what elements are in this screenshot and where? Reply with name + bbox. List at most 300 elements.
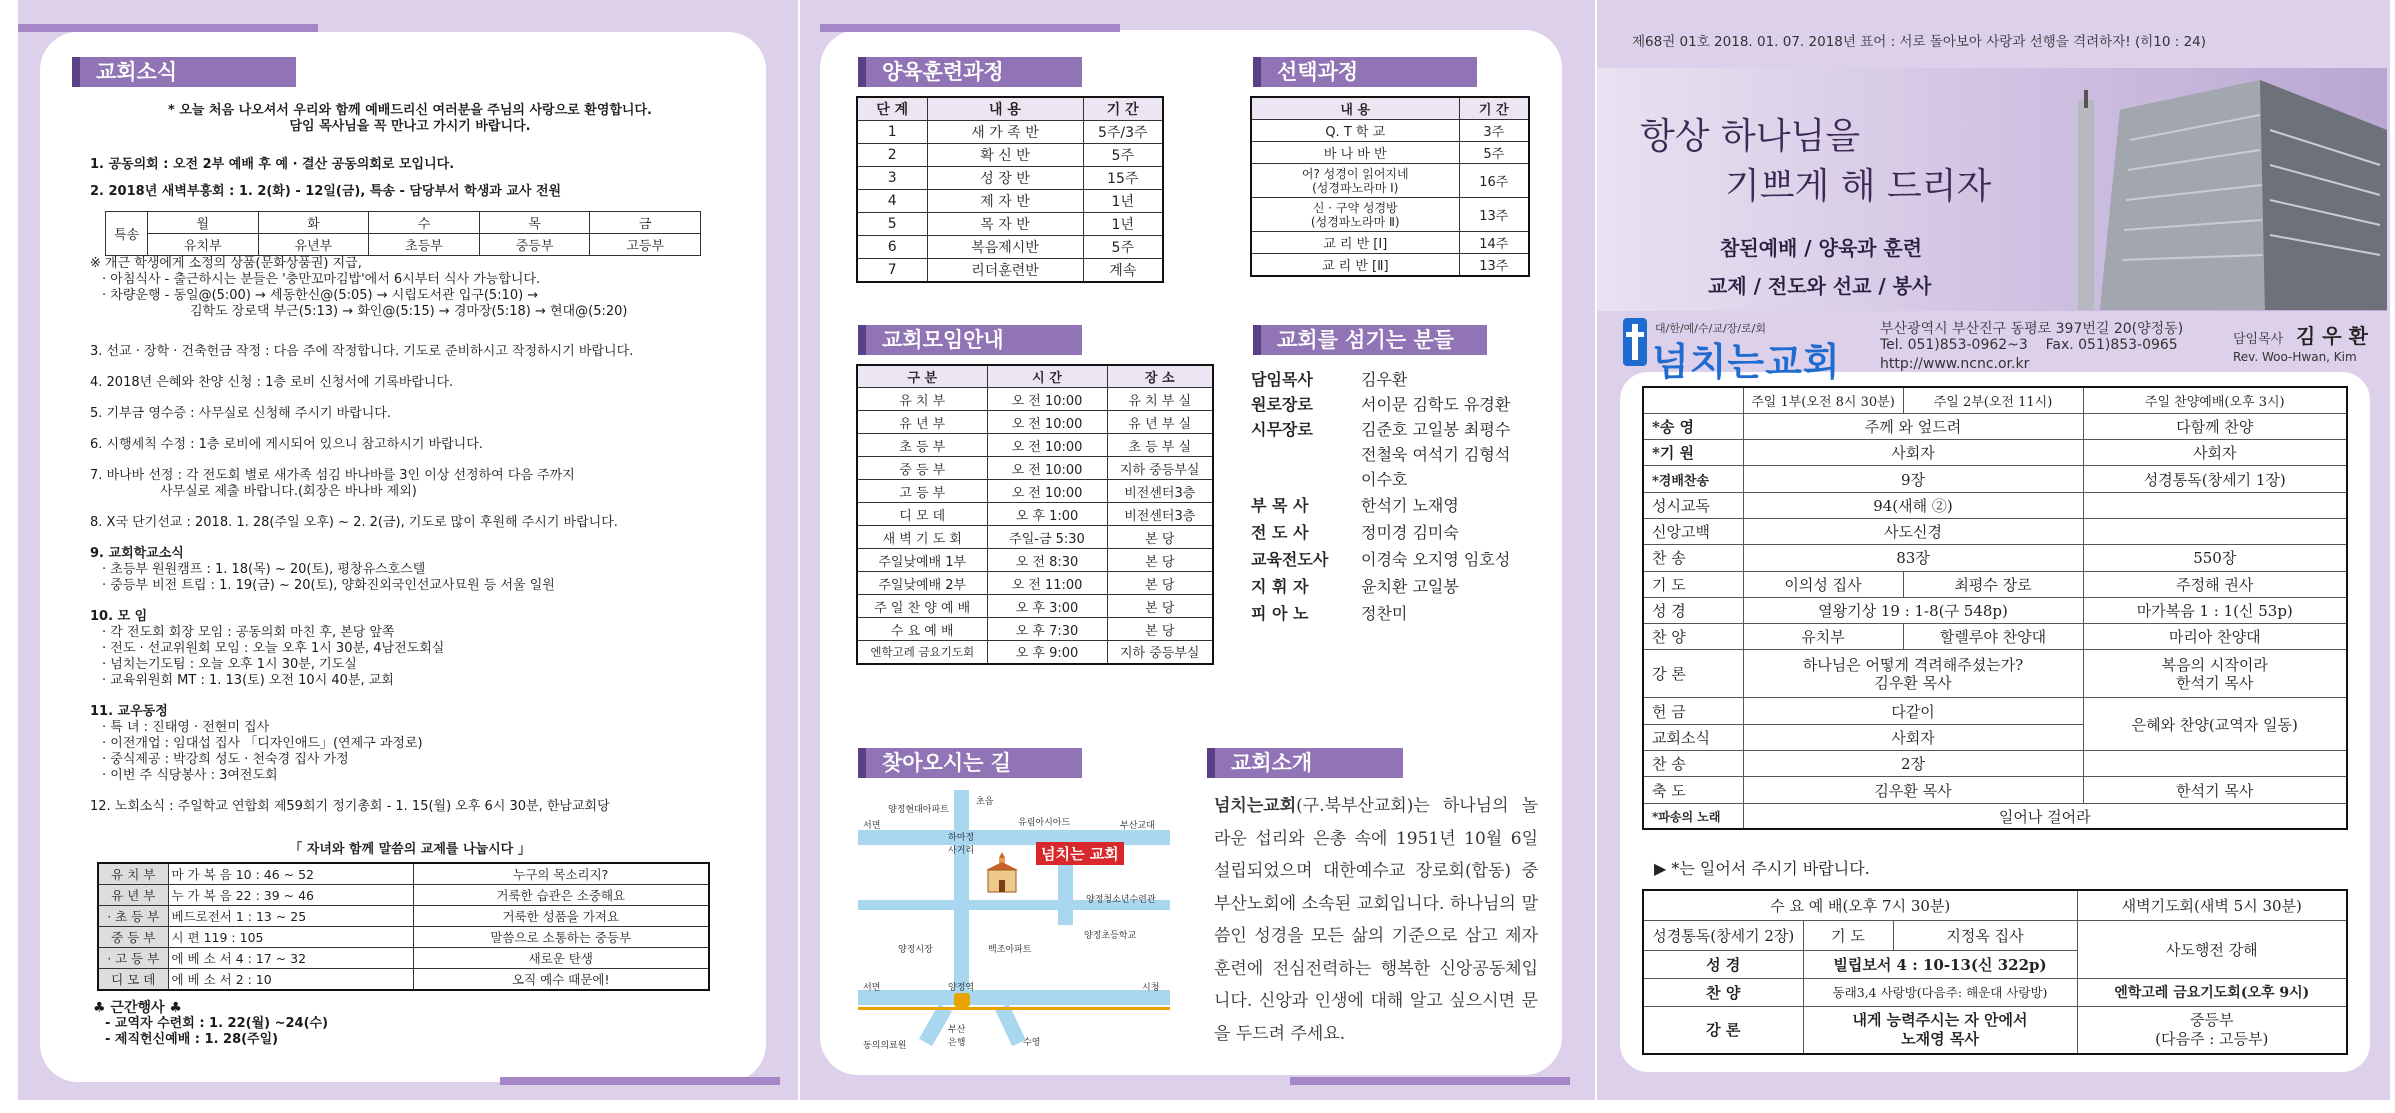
map-rail [858, 1007, 1170, 1010]
meeting-place: 비전센터3층 [1107, 480, 1213, 503]
worship-sermon: 하나님은 어떻게 격려해주셨는가? 김우환 목사 [1743, 650, 2083, 698]
worship-item: 찬 송 [1643, 545, 1743, 571]
servant-names: 전철욱 여석기 김형석 [1361, 445, 1511, 464]
worship-morning: 9장 [1743, 466, 2083, 492]
worship-afternoon: 성경통독(창세기 1장) [2083, 466, 2347, 492]
elective-course: 어? 성경이 읽어지네 (성경파노라마 Ⅰ) [1251, 164, 1459, 198]
dawn-group: 초등부 [369, 234, 480, 256]
wednesday-item: 기 도 [1803, 920, 1893, 950]
meeting-row [857, 549, 1213, 572]
servant-names: 정찬미 [1361, 604, 1408, 623]
meetings-head [857, 365, 1213, 388]
worship-afternoon: 다함께 찬양 [2083, 413, 2347, 439]
dawn-day: 화 [258, 212, 369, 234]
meeting-place: 본 당 [1107, 595, 1213, 618]
verse-group: · 고 등 부 [98, 948, 168, 969]
worship-item: 성시교독 [1643, 492, 1743, 518]
worship-morning: 사도신경 [1743, 518, 2083, 544]
verse-table [97, 862, 710, 991]
verse-theme: 거룩한 성품을 가져요 [413, 906, 709, 927]
training-step: 5 [857, 213, 927, 236]
wednesday-value: 동래3,4 사랑방(다음주: 해운대 사랑방) [1803, 978, 2077, 1006]
cross-icon [1632, 324, 1638, 360]
meeting-place: 본 당 [1107, 549, 1213, 572]
meeting-row [857, 572, 1213, 595]
news-item-12: 12. 노회소식 : 주일학교 연합회 제59회기 정기총회 - 1. 15(월) 오후 6시 30분, 한남교회당 [90, 799, 610, 814]
training-row [857, 213, 1163, 236]
meeting-row [857, 388, 1213, 411]
verse-row [98, 885, 709, 906]
slogan-line-2: 기쁘게 해 드리자 [1725, 166, 1992, 207]
training-head-cell: 기 간 [1083, 97, 1163, 121]
welcome-line-2: 담임 목사님을 꼭 만나고 가시기 바랍니다. [289, 119, 531, 134]
training-step: 2 [857, 144, 927, 167]
news-item-10-d: · 교육위원회 MT : 1. 13(토) 오전 10시 40분, 교회 [102, 673, 394, 688]
church-logo-icon [1623, 318, 1647, 366]
news-item-4: 4. 2018년 은혜와 찬양 신청 : 1층 로비 신청서에 기록바랍니다. [90, 375, 454, 390]
worship-row [1643, 440, 2347, 466]
map-label: 서면 [863, 983, 881, 993]
worship-afternoon: 마리아 찬양대 [2083, 624, 2347, 650]
wednesday-title: 수 요 예 배(오후 7시 30분) [1643, 890, 2077, 920]
news-item-5: 5. 기부금 영수증 : 사무실로 신청해 주시기 바랍니다. [90, 406, 392, 421]
verse-row [98, 969, 709, 991]
training-head-cell: 내 용 [927, 97, 1083, 121]
location-map [858, 790, 1170, 1051]
elective-period: 13주 [1459, 254, 1529, 277]
meeting-time: 주일-금 5:30 [987, 526, 1107, 549]
worship-row [1643, 545, 2347, 571]
training-row [857, 236, 1163, 259]
training-head-cell: 단 계 [857, 97, 927, 121]
stand-note: ▶ *는 일어서 주시기 바랍니다. [1654, 859, 1870, 878]
worship-head-cell [1643, 387, 1743, 413]
servant-names: 김준호 고일봉 최평수 [1361, 420, 1511, 439]
section-title-training: 양육훈련과정 [858, 57, 1082, 87]
servant-row [1251, 518, 1510, 545]
dawn-day: 수 [369, 212, 480, 234]
elective-row [1251, 198, 1529, 232]
training-period: 1년 [1083, 190, 1163, 213]
map-label: 시청 [1142, 983, 1160, 993]
training-course: 확 신 반 [927, 144, 1083, 167]
news-item-11-d: · 이번 주 식당봉사 : 3여전도회 [102, 768, 278, 783]
friday-prayer-content: 중등부 (다음주 : 고등부) [2077, 1006, 2347, 1054]
worship-morning: 사회자 [1743, 724, 2083, 750]
dawn-note: ※ 개근 학생에게 소정의 상품(문화상품권) 지급, [90, 256, 362, 271]
servant-row [1251, 491, 1510, 518]
worship-prayer-1st: 이의성 집사 [1743, 571, 1903, 597]
worship-head [1643, 387, 2347, 413]
news-list-2 [90, 344, 760, 815]
news-item-11: 11. 교우동정 [90, 704, 168, 719]
intro-lead: 넘치는교회 [1214, 796, 1297, 816]
elective-course: Q. T 학 교 [1251, 120, 1459, 142]
worship-morning: 94(새해 ②) [1743, 492, 2083, 518]
worship-item: 성 경 [1643, 597, 1743, 623]
map-label: 양정현대아파트 [888, 805, 949, 815]
wednesday-sermon: 내게 능력주시는 자 안에서 노재영 목사 [1803, 1006, 2077, 1054]
training-head [857, 97, 1163, 121]
wednesday-item: 찬 양 [1643, 978, 1803, 1006]
training-step: 1 [857, 121, 927, 144]
news-item-7-line-1: 7. 바나바 선정 : 각 전도회 별로 새가족 섬김 바나바를 3인 이상 선정하여 다음 주까지 [90, 468, 575, 483]
worship-item: 찬 양 [1643, 624, 1743, 650]
pastor-role: 담임목사 [2233, 332, 2284, 347]
weekday-worship-table [1642, 889, 2348, 1055]
upcoming-title: ♣ 근간행사 ♣ [93, 1000, 182, 1016]
news-item-7-line-2: 사무실로 제출 바랍니다.(회장은 바나바 제외) [160, 484, 417, 499]
worship-afternoon: 은혜와 찬양(교역자 일동) [2083, 698, 2347, 751]
worship-row [1643, 777, 2347, 803]
servants-list [1251, 366, 1510, 626]
worship-item: *송 영 [1643, 413, 1743, 439]
station-icon [954, 993, 970, 1007]
worship-item: 강 론 [1643, 650, 1743, 698]
elective-period: 5주 [1459, 142, 1529, 164]
meeting-time: 오 후 1:00 [987, 503, 1107, 526]
worship-item: 교회소식 [1643, 724, 1743, 750]
servant-row [1251, 366, 1510, 391]
worship-afternoon [2083, 518, 2347, 544]
meeting-group: 초 등 부 [857, 434, 987, 457]
church-address: 부산광역시 부산진구 동평로 397번길 20(양정동) [1880, 321, 2184, 337]
meeting-row [857, 618, 1213, 641]
map-label: 서면 [863, 821, 881, 831]
map-label: 수영 [1023, 1038, 1041, 1048]
pastor-english-name: Rev. Woo-Hwan, Kim [2233, 350, 2357, 364]
map-label: 부산교대 [1120, 821, 1155, 831]
dawn-group: 유치부 [148, 234, 259, 256]
meeting-time: 오 후 9:00 [987, 641, 1107, 664]
worship-item: *기 원 [1643, 440, 1743, 466]
section-title-directions: 찾아오시는 길 [858, 748, 1082, 778]
worship-item: 헌 금 [1643, 698, 1743, 724]
meeting-group: 고 등 부 [857, 480, 987, 503]
servant-names: 한석기 노재영 [1361, 496, 1459, 515]
dawn-prayer-content: 사도행전 강해 [2077, 920, 2347, 978]
upcoming-events [93, 1000, 593, 1048]
worship-item: 기 도 [1643, 571, 1743, 597]
meeting-place: 본 당 [1107, 526, 1213, 549]
welcome-text [70, 103, 750, 135]
map-label: 초읍 [976, 797, 994, 807]
worship-head-cell: 주일 2부(오전 11시) [1903, 387, 2083, 413]
church-phone: Tel. 051)853-0962~3 Fax. 051)853-0965 [1880, 337, 2178, 353]
worship-morning: 주께 와 엎드려 [1743, 413, 2083, 439]
meetings-head-cell: 장 소 [1107, 365, 1213, 388]
meetings-head-cell: 시 간 [987, 365, 1107, 388]
welcome-line-1: * 오늘 처음 나오셔서 우리와 함께 예배드리신 여러분을 주님의 사랑으로 환영합니다. [168, 103, 652, 118]
verse-theme: 오직 예수 때문에! [413, 969, 709, 991]
dawn-revival-table [105, 211, 701, 256]
verse-theme: 새로운 탄생 [413, 948, 709, 969]
elective-table [1250, 96, 1530, 277]
verse-row [98, 863, 709, 885]
training-period: 계속 [1083, 259, 1163, 283]
training-course: 새 가 족 반 [927, 121, 1083, 144]
servant-names: 이경숙 오지영 임호성 [1361, 550, 1511, 569]
worship-afternoon: 한석기 목사 [2083, 777, 2347, 803]
worship-choir-1st: 유치부 [1743, 624, 1903, 650]
map-label: 양정초등학교 [1084, 931, 1137, 941]
verse-ref: 마 가 복 음 10 : 46 ~ 52 [168, 863, 413, 885]
servant-role: 교육전도사 [1251, 550, 1329, 569]
servant-names: 윤치환 고일봉 [1361, 577, 1459, 596]
meeting-time: 오 전 10:00 [987, 388, 1107, 411]
verse-row [98, 927, 709, 948]
news-list [90, 157, 760, 200]
worship-morning: 다같이 [1743, 698, 2083, 724]
meeting-group: 수 요 예 배 [857, 618, 987, 641]
meeting-time: 오 후 3:00 [987, 595, 1107, 618]
news-item-10: 10. 모 임 [90, 609, 148, 624]
servant-role: 피 아 노 [1251, 604, 1309, 623]
friday-prayer-title: 엔학고레 금요기도회(오후 9시) [2077, 978, 2347, 1006]
middle-deco-top [820, 24, 1120, 32]
news-item-11-c: · 중식제공 : 박강희 성도 · 천숙경 집사 가정 [102, 752, 349, 767]
wednesday-value: 빌립보서 4 : 10-13(신 322p) [1803, 950, 2077, 978]
verse-ref: 시 편 119 : 105 [168, 927, 413, 948]
church-icon [984, 852, 1020, 894]
news-item-9: 9. 교회학교소식 [90, 546, 184, 561]
verse-group: 유 치 부 [98, 863, 168, 885]
meeting-group: 디 모 데 [857, 503, 987, 526]
worship-row [1643, 466, 2347, 492]
meeting-place: 본 당 [1107, 572, 1213, 595]
news-item-6: 6. 시행세칙 수정 : 1층 로비에 게시되어 있으니 참고하시기 바랍니다. [90, 437, 483, 452]
section-title-elective: 선택과정 [1253, 57, 1477, 87]
news-item-10-b: · 전도 · 선교위원회 모임 : 오늘 오후 1시 30분, 4남전도회실 [102, 641, 445, 656]
training-row [857, 167, 1163, 190]
training-row [857, 144, 1163, 167]
intro-paragraph [1214, 790, 1538, 1050]
servant-row [1251, 441, 1510, 466]
meeting-group: 주일낮예배 1부 [857, 549, 987, 572]
news-item-10-a: · 각 전도회 회장 모임 : 공동의회 마친 후, 본당 앞쪽 [102, 625, 395, 640]
upcoming-item-2: - 제직헌신예배 : 1. 28(주일) [105, 1032, 279, 1047]
elective-course: 신 · 구약 성경방 (성경파노라마 Ⅱ) [1251, 198, 1459, 232]
training-course: 목 자 반 [927, 213, 1083, 236]
servant-row [1251, 572, 1510, 599]
weekday-row [1643, 1006, 2347, 1054]
servant-names: 서이문 김학도 유경환 [1361, 395, 1511, 414]
verse-row [98, 948, 709, 969]
meeting-place: 유 치 부 실 [1107, 388, 1213, 411]
dawn-day: 월 [148, 212, 259, 234]
worship-row [1643, 624, 2347, 650]
verse-row [98, 906, 709, 927]
training-row [857, 190, 1163, 213]
worship-head-cell: 주일 찬양예배(오후 3시) [2083, 387, 2347, 413]
worship-row [1643, 698, 2347, 724]
training-period: 5주 [1083, 236, 1163, 259]
dawn-bus-line-1: · 차량운행 - 동일@(5:00) → 세동한신@(5:05) → 시립도서관 입구(5:10) → [102, 288, 539, 303]
servant-row [1251, 599, 1510, 626]
news-item-9-b: · 중등부 비전 트립 : 1. 19(금) ~ 20(토), 양화진외국인선교사묘원 등 서울 일원 [102, 578, 555, 593]
meeting-group: 새 벽 기 도 회 [857, 526, 987, 549]
church-denomination: 대/한/예/수/교/장/로/회 [1655, 322, 1766, 335]
map-label: 양정역 [948, 983, 975, 993]
elective-row [1251, 120, 1529, 142]
worship-row [1643, 751, 2347, 777]
worship-row [1643, 492, 2347, 518]
map-church-label: 넘치는 교회 [1036, 842, 1124, 865]
training-table [856, 96, 1164, 283]
elective-course: 바 나 바 반 [1251, 142, 1459, 164]
map-label: 백조아파트 [988, 945, 1032, 955]
servant-role: 담임목사 [1251, 370, 1313, 389]
motto-line-1: 참된예배 / 양육과 훈련 [1720, 236, 1923, 260]
bulletin-header: 제68권 01호 2018. 01. 07. 2018년 표어 : 서로 돌아보아 사랑과 선행을 격려하자! (히10 : 24) [1632, 34, 2207, 50]
church-website: http://www.ncnc.or.kr [1880, 356, 2030, 372]
elective-period: 13주 [1459, 198, 1529, 232]
wednesday-value: 지정옥 집사 [1893, 920, 2077, 950]
middle-deco-bottom [1290, 1077, 1570, 1085]
verse-theme: 누구의 목소리지? [413, 863, 709, 885]
elective-period: 14주 [1459, 232, 1529, 254]
sunday-worship-table [1642, 386, 2348, 830]
weekday-head [1643, 890, 2347, 920]
dawn-meal: · 아침식사 - 출근하시는 분들은 '충만꼬마김밥'에서 6시부터 식사 가능합니다. [102, 272, 541, 287]
servant-names: 이수호 [1361, 470, 1408, 489]
meetings-table [856, 364, 1214, 665]
map-label: 동의의료원 [863, 1041, 907, 1051]
pastor-name: 김 우 환 [2296, 324, 2368, 348]
meeting-time: 오 전 10:00 [987, 457, 1107, 480]
training-row [857, 259, 1163, 283]
meeting-row [857, 595, 1213, 618]
training-period: 5주/3주 [1083, 121, 1163, 144]
dawn-group: 유년부 [258, 234, 369, 256]
map-road [858, 990, 1170, 1005]
dawn-group: 중등부 [479, 234, 590, 256]
dawn-day: 금 [590, 212, 701, 234]
servant-row [1251, 391, 1510, 416]
elective-course: 교 리 반 [Ⅱ] [1251, 254, 1459, 277]
servant-names: 김우환 [1361, 370, 1408, 389]
training-course: 복음제시반 [927, 236, 1083, 259]
meeting-place: 지하 중등부실 [1107, 457, 1213, 480]
elective-row [1251, 164, 1529, 198]
section-title-servants: 교회를 섬기는 분들 [1253, 325, 1487, 355]
worship-item: 찬 송 [1643, 751, 1743, 777]
training-row [857, 121, 1163, 144]
worship-morning: 사회자 [1743, 440, 2083, 466]
weekday-row [1643, 978, 2347, 1006]
news-item-11-a: · 특 녀 : 진태영 · 전현미 집사 [102, 720, 270, 735]
map-label: 유림아시아드 [1018, 818, 1071, 828]
map-label: 양정시장 [898, 945, 933, 955]
church-building-image [2060, 70, 2387, 310]
meeting-time: 오 전 10:00 [987, 411, 1107, 434]
worship-item: 축 도 [1643, 777, 1743, 803]
news-item-8: 8. X국 단기선교 : 2018. 1. 28(주일 오후) ~ 2. 2(금), 기도로 많이 후원해 주시기 바랍니다. [90, 515, 618, 530]
worship-morning: 일어나 걸어라 [1743, 803, 2347, 829]
elective-row [1251, 232, 1529, 254]
elective-head-cell: 기 간 [1459, 97, 1529, 120]
meeting-group: 유 치 부 [857, 388, 987, 411]
verse-group: · 초 등 부 [98, 906, 168, 927]
meeting-place: 지하 중등부실 [1107, 641, 1213, 664]
training-step: 7 [857, 259, 927, 283]
slogan-line-1: 항상 하나님을 [1640, 116, 1861, 157]
meeting-row [857, 526, 1213, 549]
news-item-11-b: · 이전개업 : 임대섭 집사 「디자인애드」(연제구 과정로) [102, 736, 423, 751]
wednesday-item: 성경통독(창세기 2장) [1643, 920, 1803, 950]
elective-course: 교 리 반 [Ⅰ] [1251, 232, 1459, 254]
meeting-place: 본 당 [1107, 618, 1213, 641]
training-step: 6 [857, 236, 927, 259]
worship-item: *경배찬송 [1643, 466, 1743, 492]
worship-afternoon: 마가복음 1 : 1(신 53p) [2083, 597, 2347, 623]
cross-icon-bar [1626, 332, 1644, 337]
news-item-2: 2. 2018년 새벽부흥회 : 1. 2(화) - 12일(금), 특송 - 담당부서 학생과 교사 전원 [90, 184, 562, 199]
meeting-time: 오 전 10:00 [987, 434, 1107, 457]
servant-role [1251, 441, 1361, 466]
church-name: 넘치는교회 [1652, 340, 1841, 384]
left-deco-bottom [500, 1077, 780, 1085]
worship-item: *파송의 노래 [1643, 803, 1743, 829]
verse-ref: 에 베 소 서 4 : 17 ~ 32 [168, 948, 413, 969]
meeting-time: 오 전 11:00 [987, 572, 1107, 595]
news-item-3: 3. 선교 · 장학 · 건축헌금 작정 : 다음 주에 작정합니다. 기도로 준비하시고 작정하시기 바랍니다. [90, 344, 634, 359]
section-title-meetings: 교회모임안내 [858, 325, 1082, 355]
worship-morning: 83장 [1743, 545, 2083, 571]
meeting-row [857, 457, 1213, 480]
map-label: 양정청소년수련관 [1086, 895, 1156, 905]
meeting-row [857, 480, 1213, 503]
worship-afternoon [2083, 492, 2347, 518]
meeting-row [857, 641, 1213, 664]
section-title-church-news: 교회소식 [72, 57, 296, 87]
training-course: 리더훈련반 [927, 259, 1083, 283]
news-item-1: 1. 공동의회 : 오전 2부 예배 후 예 · 결산 공동의회로 모입니다. [90, 157, 455, 172]
servant-role: 지 휘 자 [1251, 577, 1309, 596]
worship-afternoon: 주정해 권사 [2083, 571, 2347, 597]
meeting-row [857, 434, 1213, 457]
verse-group: 중 등 부 [98, 927, 168, 948]
worship-choir-2nd: 할렐루야 찬양대 [1903, 624, 2083, 650]
map-road [954, 790, 969, 990]
dawn-group: 고등부 [590, 234, 701, 256]
dawn-details [90, 256, 760, 320]
dawn-prayer-title: 새벽기도회(새벽 5시 30분) [2077, 890, 2347, 920]
servant-row [1251, 466, 1510, 491]
elective-period: 16주 [1459, 164, 1529, 198]
verse-ref: 누 가 복 음 22 : 39 ~ 46 [168, 885, 413, 906]
worship-morning: 2장 [1743, 751, 2083, 777]
worship-row [1643, 518, 2347, 544]
worship-prayer-2nd: 최평수 장로 [1903, 571, 2083, 597]
elective-head [1251, 97, 1529, 120]
servant-role [1251, 466, 1361, 491]
intro-text: (구.북부산교회)는 하나님의 놀라운 섭리와 은총 속에 1951년 10월 6일 설립되었으며 대한예수교 장로회(합동) 중부산노회에 소속된 교회입니다. 하나님의 말씀인 성경을 모든 삶의 기준으로 삼고 제자훈련에 전심전력하는 행복한 신앙공동체입니다. 신앙과 인생에 대해 알고 싶으시면 문을 두드려 주세요. [1214, 796, 1538, 1044]
upcoming-item-1: - 교역자 수련회 : 1. 22(월) ~24(수) [105, 1016, 329, 1031]
worship-morning: 열왕기상 19 : 1-8(구 548p) [1743, 597, 2083, 623]
servant-role: 부 목 사 [1251, 496, 1309, 515]
left-deco-top [18, 24, 318, 32]
meeting-time: 오 후 7:30 [987, 618, 1107, 641]
news-item-10-c: · 넘치는기도팀 : 오늘 오후 1시 30분, 기도실 [102, 657, 357, 672]
worship-row [1643, 571, 2347, 597]
verse-group: 유 년 부 [98, 885, 168, 906]
map-road [995, 1004, 1025, 1047]
worship-afternoon-sermon: 복음의 시작이라 한석기 목사 [2083, 650, 2347, 698]
servant-names: 정미경 김미숙 [1361, 523, 1459, 542]
dawn-bus-line-2: 김학도 장로댁 부근(5:13) → 화인@(5:15) → 경마장(5:18) → 현대@(5:20) [190, 304, 628, 319]
worship-row [1643, 803, 2347, 829]
